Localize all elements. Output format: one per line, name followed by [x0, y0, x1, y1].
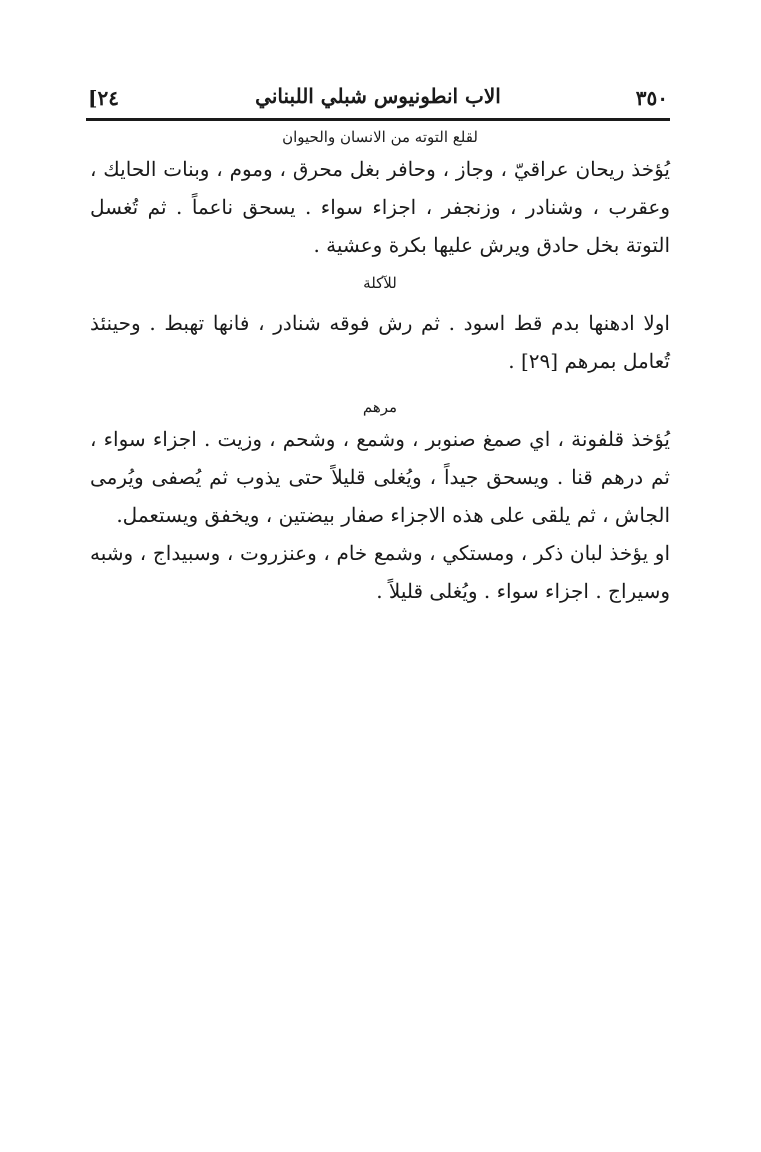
recipe-body-wart-removal: يُؤخذ ريحان عراقيّ ، وجاز ، وحافر بغل محرق ، وموم ، وبنات الحايك ، وعقرب ، وشنادر ، وزنجفر ، اجزاء سواء . يسحق ناعماً . ثم تُغسل التوتة بخل حادق ويرش عليها بكرة وعشية . — [90, 157, 670, 257]
header-rule — [86, 118, 670, 121]
page-header — [88, 84, 668, 114]
recipe-body-gangrene: اولا ادهنها بدم قط اسود . ثم رش فوقه شنادر ، فانها تهبط . وحينئذ تُعامل بمرهم [٢٩] . — [90, 311, 670, 373]
running-title: الاب انطونيوس شبلي اللبناني — [255, 84, 501, 108]
page-content — [90, 124, 670, 610]
spacer — [90, 296, 670, 304]
recipe-title-gangrene: للآكلة — [363, 274, 397, 292]
recipe-title-ointment: مرهم — [362, 398, 398, 416]
spacer — [90, 380, 670, 394]
recipe-body-ointment: يُؤخذ قلفونة ، اي صمغ صنوبر ، وشمع ، وشحم ، وزيت . اجزاء سواء ، ثم درهم قنا . ويسحق جيداً ، ويُغلى قليلاً حتى يذوب ثم يُصفى ويُرمى الجاش ، ثم يلقى على هذه الاجزاء صفار بيضتين ، ويخفق ويستعمل. — [90, 427, 670, 527]
page-number: ٣٥٠ — [635, 86, 668, 110]
recipe-title-wart-removal: لقلع التوته من الانسان والحيوان — [282, 128, 478, 146]
recipe-body-ointment-alternative: او يؤخذ لبان ذكر ، ومستكي ، وشمع خام ، وعنزروت ، وسبيداج ، وشبه وسيراج . اجزاء سواء . ويُغلى قليلاً . — [90, 541, 670, 603]
section-reference: [٢٤ — [88, 86, 119, 110]
